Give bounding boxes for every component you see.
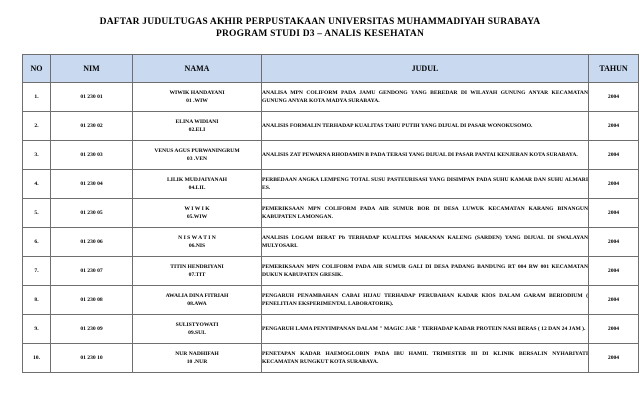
student-name: VENUS AGUS PURWANINGRUM: [154, 148, 240, 154]
row-nim: 01 230 02: [51, 112, 133, 141]
student-code: 01 .WIW: [186, 98, 208, 104]
table-row: [23, 83, 639, 112]
table-row: [23, 112, 639, 141]
row-nama: [133, 286, 262, 315]
student-name: TITIN HENDRIYANI: [170, 264, 224, 270]
student-code: 02.ELI: [188, 127, 206, 133]
row-number: 5.: [23, 199, 51, 228]
table-row: [23, 228, 639, 257]
column-header-no: NO: [23, 55, 51, 83]
document-subtitle: PROGRAM STUDI D3 – ANALIS KESEHATAN: [215, 29, 425, 39]
row-nama: [133, 141, 262, 170]
row-number: 7.: [23, 257, 51, 286]
row-number: 6.: [23, 228, 51, 257]
row-tahun: 2004: [589, 344, 639, 373]
student-name: AWALIA DINA FITRIAH: [165, 293, 229, 299]
row-tahun: 2004: [589, 170, 639, 199]
student-name: NUR NADHIFAH: [175, 351, 219, 357]
student-name: W I W I K: [184, 206, 210, 212]
row-number: 3.: [23, 141, 51, 170]
table-row: [23, 199, 639, 228]
table-row: [23, 257, 639, 286]
column-header-judul: JUDUL: [262, 55, 589, 83]
row-tahun: 2004: [589, 112, 639, 141]
row-judul: PENGARUH PENAMBAHAN CABAI HIJAU TERHADAP PERUBAHAN KADAR KIOS DALAM GARAM BERIODIUM ( PENELITIAN EKSPERIMENTAL LABORATORIK).: [262, 286, 589, 315]
row-tahun: 2004: [589, 199, 639, 228]
student-name: SULISTYOWATI: [175, 322, 219, 328]
row-nim: 01 230 04: [51, 170, 133, 199]
row-judul: PEMERIKSAAN MPN COLIFORM PADA AIR SUMUR BOR DI DESA LUWUK KECAMATAN KARANG BINANGUN KABUPATEN LAMONGAN.: [262, 199, 589, 228]
table-row: [23, 344, 639, 373]
row-number: 2.: [23, 112, 51, 141]
row-nama: [133, 170, 262, 199]
student-code: 08.AWA: [187, 301, 207, 307]
row-judul: PEMERIKSAAN MPN COLIFORM PADA AIR SUMUR GALI DI DESA PADANG BANDUNG RT 004 RW 001 KECAMATAN DUKUN KABUPATEN GRESIK.: [262, 257, 589, 286]
row-nama: [133, 315, 262, 344]
student-code: 03 .VEN: [186, 156, 208, 162]
row-nim: 01 230 03: [51, 141, 133, 170]
row-number: 9.: [23, 315, 51, 344]
student-code: 09.SUL: [188, 330, 206, 336]
row-nama: [133, 257, 262, 286]
table-row: [23, 141, 639, 170]
row-nim: 01 230 09: [51, 315, 133, 344]
row-judul: ANALISA MPN COLIFORM PADA JAMU GENDONG YANG BEREDAR DI WILAYAH GUNUNG ANYAR KECAMATAN GUNUNG ANYAR KOTA MADYA SURABAYA.: [262, 83, 589, 112]
row-tahun: 2004: [589, 141, 639, 170]
row-nim: 01 230 10: [51, 344, 133, 373]
document-title: DAFTAR JUDULTUGAS AKHIR PERPUSTAKAAN UNIVERSITAS MUHAMMADIYAH SURABAYA: [99, 17, 541, 27]
row-number: 8.: [23, 286, 51, 315]
row-nama: [133, 228, 262, 257]
row-number: 10.: [23, 344, 51, 373]
row-nama: [133, 112, 262, 141]
table-row: [23, 315, 639, 344]
row-nim: 01 230 01: [51, 83, 133, 112]
thesis-table: [22, 54, 639, 373]
row-judul: PENETAPAN KADAR HAEMOGLOBIN PADA IBU HAMIL TRIMESTER III DI KLINIK BERSALIN NYHARIYATI KECAMATAN RUNGKUT KOTA SURABAYA.: [262, 344, 589, 373]
column-header-nama: NAMA: [133, 55, 262, 83]
row-nim: 01 230 06: [51, 228, 133, 257]
row-nim: 01 230 08: [51, 286, 133, 315]
row-tahun: 2004: [589, 228, 639, 257]
row-tahun: 2004: [589, 286, 639, 315]
row-nama: [133, 199, 262, 228]
student-name: LILIK MUDJAIYANAH: [167, 177, 227, 183]
student-code: 07.TIT: [188, 272, 206, 278]
column-header-tahun: TAHUN: [589, 55, 639, 83]
student-code: 04.LIL: [188, 185, 206, 191]
student-name: ELINA WIDIANI: [175, 119, 219, 125]
row-number: 4.: [23, 170, 51, 199]
student-name: N I S W A T I N: [178, 235, 216, 241]
row-tahun: 2004: [589, 257, 639, 286]
row-nama: [133, 344, 262, 373]
row-nim: 01 230 07: [51, 257, 133, 286]
row-number: 1.: [23, 83, 51, 112]
table-header-row: [23, 55, 639, 83]
row-judul: ANALISIS ZAT PEWARNA RHODAMIN B PADA TERASI YANG DIJUAL DI PASAR PANTAI KENJERAN KOTA SURABAYA.: [262, 141, 589, 170]
row-nama: [133, 83, 262, 112]
student-code: 10 .NUR: [186, 359, 208, 365]
row-judul: ANALISIS FORMALIN TERHADAP KUALITAS TAHU PUTIH YANG DIJUAL DI PASAR WONOKUSOMO.: [262, 112, 589, 141]
student-code: 06.NIS: [188, 243, 206, 249]
table-row: [23, 170, 639, 199]
table-row: [23, 286, 639, 315]
row-tahun: 2004: [589, 315, 639, 344]
column-header-nim: NIM: [51, 55, 133, 83]
row-judul: PERBEDAAN ANGKA LEMPENG TOTAL SUSU PASTEURISASI YANG DISIMPAN PADA SUHU KAMAR DAN SUHU ALMARI ES.: [262, 170, 589, 199]
student-code: 05.WIW: [186, 214, 208, 220]
row-tahun: 2004: [589, 83, 639, 112]
row-judul: ANALISIS LOGAM BERAT Pb TERHADAP KUALITAS MAKANAN KALENG (SARDEN) YANG DIJUAL DI SWALAYAN MULYOSARI.: [262, 228, 589, 257]
row-nim: 01 230 05: [51, 199, 133, 228]
row-judul: PENGARUH LAMA PENYIMPANAN DALAM " MAGIC JAR " TERHADAP KADAR PROTEIN NASI BERAS ( 12 DAN 24 JAM ).: [262, 315, 589, 344]
student-name: WIWIK HANDAYANI: [169, 90, 225, 96]
